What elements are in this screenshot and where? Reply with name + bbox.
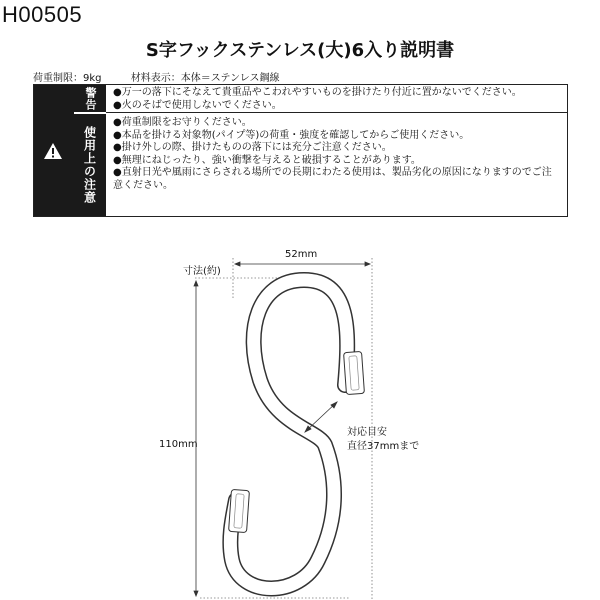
list-item: ●荷重制限をお守りください。 bbox=[113, 117, 252, 128]
page-title: S字フックステンレス(大)6入り説明書 bbox=[145, 40, 455, 61]
list-item: ●万一の落下にそなえて貴重品やこわれやすいものを掛けたり付近に置かないでください。 bbox=[113, 87, 522, 98]
product-code: H00505 bbox=[2, 2, 83, 27]
list-item: ●本品を掛ける対象物(パイプ等)の荷重・強度を確認してからご使用ください。 bbox=[113, 129, 470, 141]
material-info: 材料表示：本体＝ステンレス鋼線 bbox=[130, 73, 280, 84]
width-dimension bbox=[235, 262, 370, 266]
hint-line2: 直径37mmまで bbox=[347, 441, 420, 452]
caution-label: 使用上の注意 bbox=[74, 114, 106, 216]
list-item: ●掛け外しの際、掛けたものの落下には充分ご注意ください。 bbox=[113, 142, 392, 153]
hint-line1: 対応目安 bbox=[347, 427, 387, 438]
size-label: 寸法(約) bbox=[183, 266, 221, 277]
load-limit: 荷重制限：9kg bbox=[33, 73, 102, 84]
list-item: ●直射日光や風雨にさらされる場所での長期にわたる使用は、製品劣化の原因になりますのでご注意ください。 bbox=[113, 167, 552, 191]
s-hook-icon bbox=[230, 280, 347, 589]
height-label: 110mm bbox=[159, 439, 198, 450]
list-item: ●無理にねじったり、強い衝撃を与えると破損することがあります。 bbox=[113, 154, 421, 166]
diameter-arrow bbox=[305, 402, 337, 432]
warning-label: 警告 bbox=[74, 85, 106, 112]
list-item: ●火のそばで使用しないでください。 bbox=[113, 99, 282, 111]
width-label: 52mm bbox=[285, 249, 318, 260]
